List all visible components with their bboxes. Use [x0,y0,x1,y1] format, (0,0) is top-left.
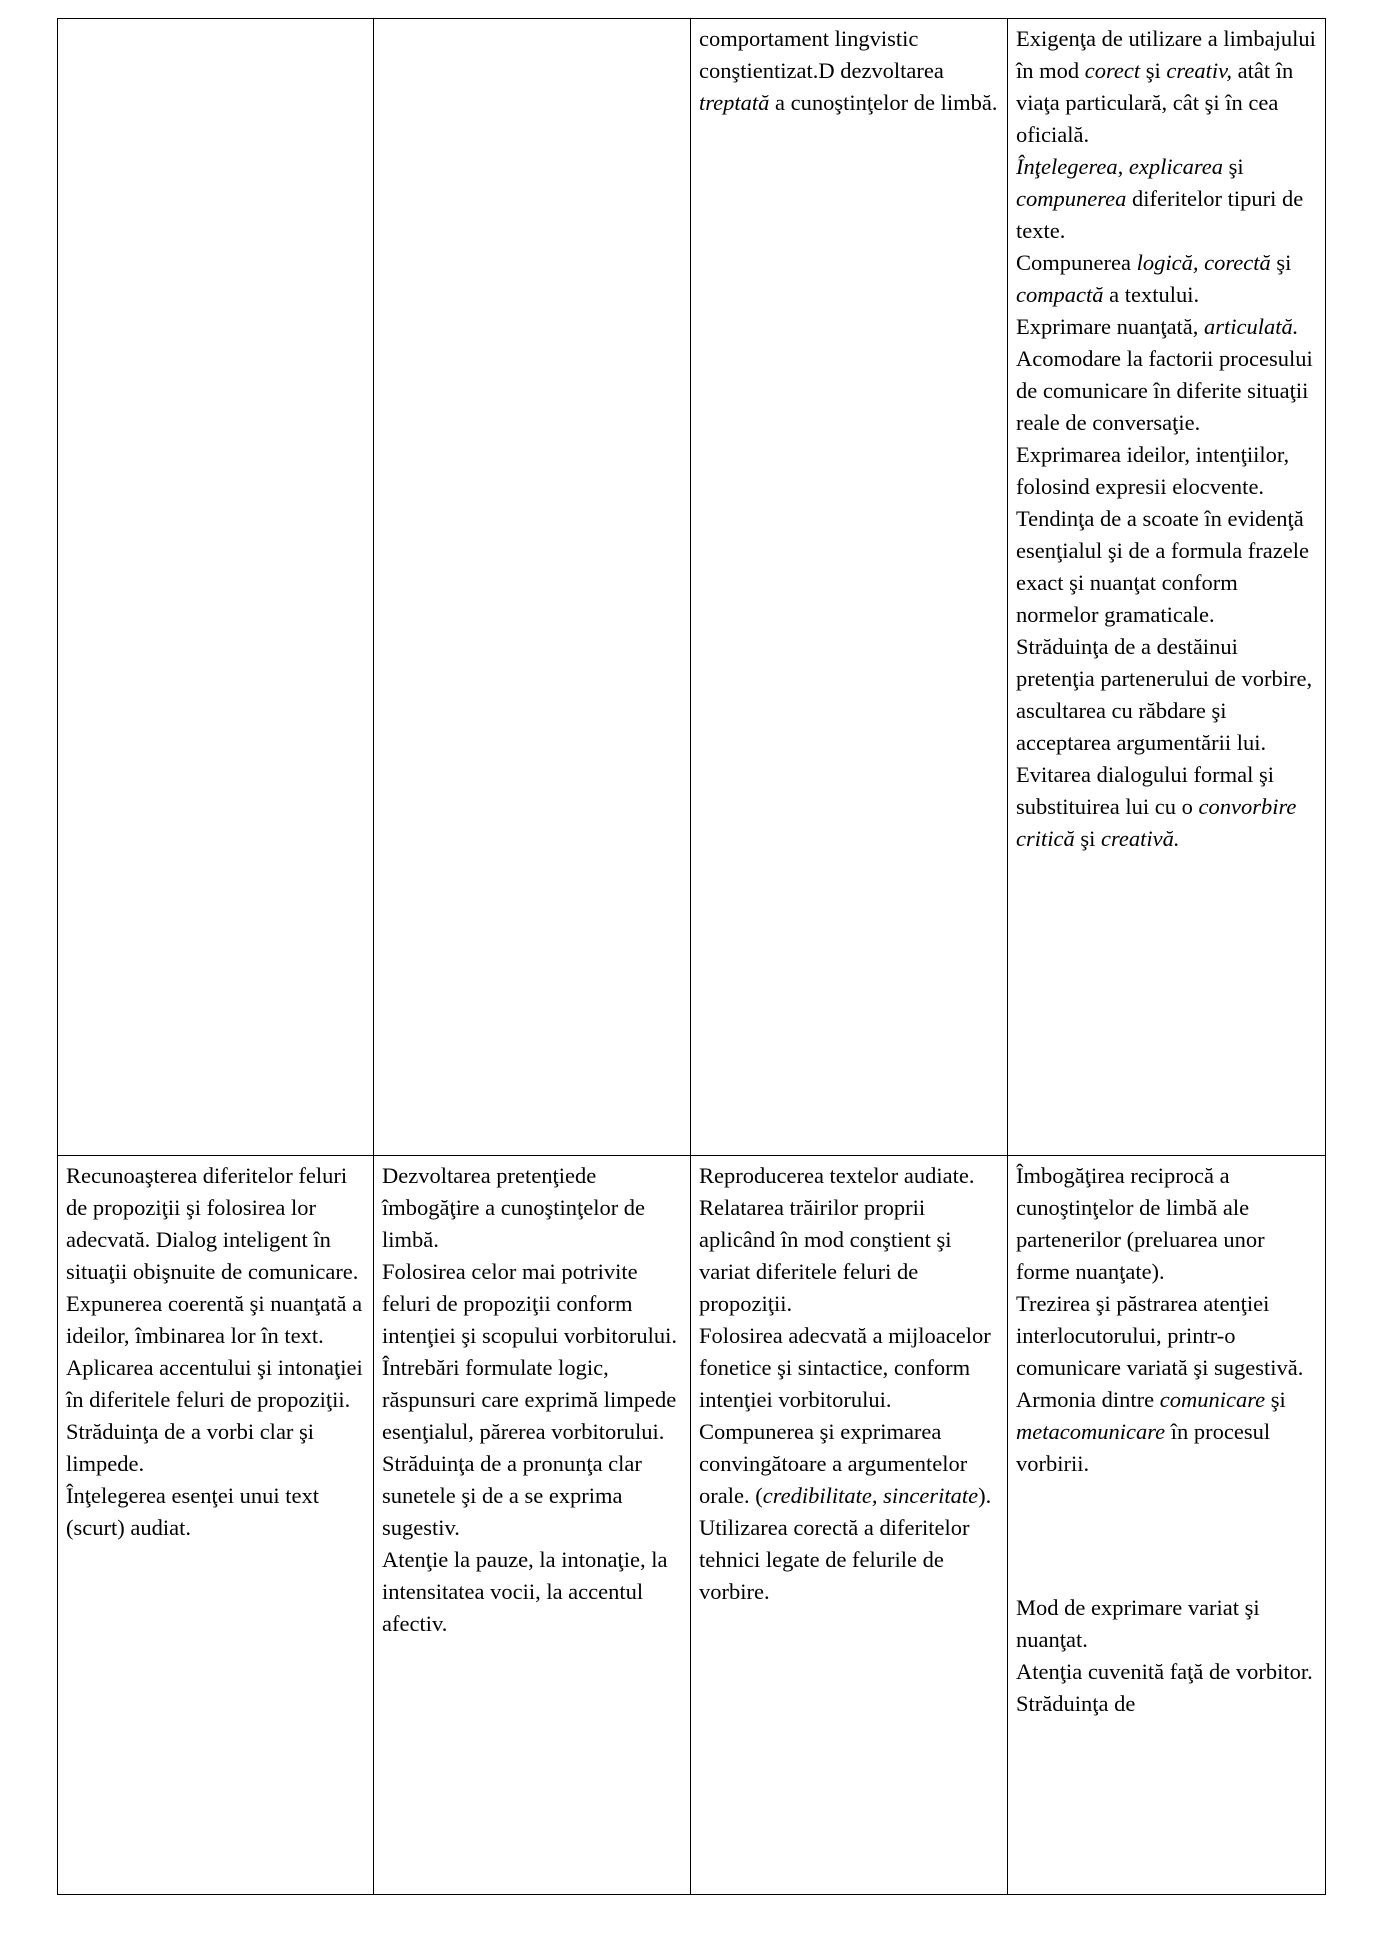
text-run: Trezirea şi păstrarea atenţiei interlocutorului, printr-o comunicare variată şi sugestivă. [1016,1291,1304,1380]
text-run: Atenţia cuvenită faţă de vorbitor. Străduinţa de [1016,1659,1313,1716]
text-run: şi [1074,826,1101,851]
italic-text: metacomunicare [1016,1419,1166,1444]
text-run: Întrebări formulate logic, răspunsuri care exprimă limpede esenţialul, părerea vorbitorului. [382,1355,677,1444]
text-run: Dezvoltarea pretenţiede îmbogăţire a cunoştinţelor de limbă. [382,1163,646,1252]
text-run: Utilizarea corectă a diferitelor tehnici legate de felurile de vorbire. [699,1515,970,1604]
italic-text: compactă [1016,282,1104,307]
cell-paragraph [382,1256,682,1352]
text-run: în procesul vorbirii. [1016,1419,1271,1476]
text-run: Străduinţa de a pronunţa clar sunetele şi de a se exprima sugestiv. [382,1451,642,1540]
text-run: şi [1265,1387,1286,1412]
italic-text: credibilitate, sinceritate [762,1483,979,1508]
text-run: Recunoaşterea diferitelor feluri de propoziţii şi folosirea lor adecvată. Dialog inteligent în situaţii obişnuite de comunicare. Expunerea coerentă şi nuanţată a ideilor, îmbinarea lor în text. Aplicarea accentului şi intonaţiei în diferitele feluri de propoziţii. Străduinţa de a vorbi clar şi limpede. [66,1163,363,1476]
cell-paragraph [1016,1592,1317,1656]
text-run: şi [1222,154,1244,179]
cell-paragraph [1016,23,1317,151]
italic-text: convorbire critică [1016,794,1297,851]
cell-paragraph [1016,1656,1317,1720]
text-run: Acomodare la factorii procesului de comunicare în diferite situaţii reale de conversaţie. [1016,346,1313,435]
table-cell [374,19,691,1156]
text-run: Mod de exprimare variat şi nuanţat. [1016,1595,1260,1652]
cell-paragraph [382,1352,682,1448]
cell-paragraph [699,1320,999,1416]
italic-text: comunicare [1159,1387,1266,1412]
cell-paragraph [699,1192,999,1320]
curriculum-table [57,18,1326,1895]
cell-paragraph [1016,1288,1317,1384]
text-run: Folosirea adecvată a mijloacelor fonetice şi sintactice, conform intenţiei vorbitorului. [699,1323,991,1412]
cell-paragraph [66,1480,365,1544]
italic-text: compunerea [1016,186,1127,211]
cell-paragraph [1016,503,1317,631]
text-run: Exprimare nuanţată, [1016,314,1205,339]
text-run: comportament lingvistic conştientizat.D dezvoltarea [699,26,944,83]
cell-paragraph [699,1416,999,1512]
italic-text: logică, corectă [1136,250,1271,275]
cell-paragraph [1016,343,1317,439]
text-run: Compunerea şi exprimarea convingătoare a argumentelor orale. ( [699,1419,968,1508]
cell-paragraph [1016,311,1317,343]
italic-text: articulată. [1204,314,1299,339]
cell-paragraph [1016,1160,1317,1288]
table-cell [691,1156,1008,1895]
table-row [58,19,1326,1156]
table-cell [58,1156,374,1895]
text-run: Compunerea [1016,250,1137,275]
cell-paragraph [1016,439,1317,503]
italic-text: corect [1084,58,1141,83]
text-run: Îmbogăţirea reciprocă a cunoştinţelor de limbă ale partenerilor (preluarea unor forme nuanţate). [1016,1163,1265,1284]
cell-paragraph [1016,151,1317,247]
text-run: atât în viaţa particulară, cât şi în cea oficială. [1016,58,1294,147]
text-run: Înţelegerea esenţei unui text (scurt) audiat. [66,1483,320,1540]
cell-paragraph [699,1512,999,1608]
text-run: Evitarea dialogului formal şi substituirea lui cu o [1016,762,1275,819]
cell-paragraph [1016,631,1317,759]
text-run: diferitelor tipuri de texte. [1016,186,1304,243]
text-run: Exprimarea ideilor, intenţiilor, folosind expresii elocvente. [1016,442,1290,499]
cell-paragraph [1016,247,1317,311]
cell-paragraph [1016,759,1317,855]
text-run: Străduinţa de a destăinui pretenţia partenerului de vorbire, ascultarea cu răbdare şi acceptarea argumentării lui. [1016,634,1313,755]
table-cell [374,1156,691,1895]
cell-paragraph [699,23,999,119]
table-cell [58,19,374,1156]
cell-paragraph [66,1160,365,1480]
text-run: ). [978,1483,992,1508]
cell-paragraph [382,1544,682,1640]
text-run: Relatarea trăirilor proprii aplicând în mod conştient şi variat diferitele feluri de propoziţii. [699,1195,952,1316]
text-run: şi [1270,250,1292,275]
text-run: Armonia dintre [1016,1387,1160,1412]
table-cell [1008,1156,1326,1895]
text-run: a textului. [1103,282,1200,307]
italic-text: Înţelegerea, explicarea [1016,154,1223,179]
blank-space [1016,1480,1317,1592]
text-run: Exigenţa de utilizare a limbajului în mod [1016,26,1316,83]
text-run: şi [1140,58,1167,83]
cell-paragraph [382,1448,682,1544]
cell-paragraph [1016,1384,1317,1480]
cell-paragraph [382,1160,682,1256]
table-cell [1008,19,1326,1156]
cell-paragraph [699,1160,999,1192]
italic-text: treptată [699,90,770,115]
text-run: Tendinţa de a scoate în evidenţă esenţialul şi de a formula frazele exact şi nuanţat conform normelor gramaticale. [1016,506,1309,627]
text-run: Atenţie la pauze, la intonaţie, la intensitatea vocii, la accentul afectiv. [382,1547,668,1636]
italic-text: creativă. [1101,826,1180,851]
italic-text: creativ, [1166,58,1233,83]
table-cell [691,19,1008,1156]
table-row [58,1156,1326,1895]
text-run: Folosirea celor mai potrivite feluri de propoziţii conform intenţiei şi scopului vorbitorului. [382,1259,677,1348]
text-run: Reproducerea textelor audiate. [699,1163,975,1188]
text-run: a cunoştinţelor de limbă. [769,90,998,115]
